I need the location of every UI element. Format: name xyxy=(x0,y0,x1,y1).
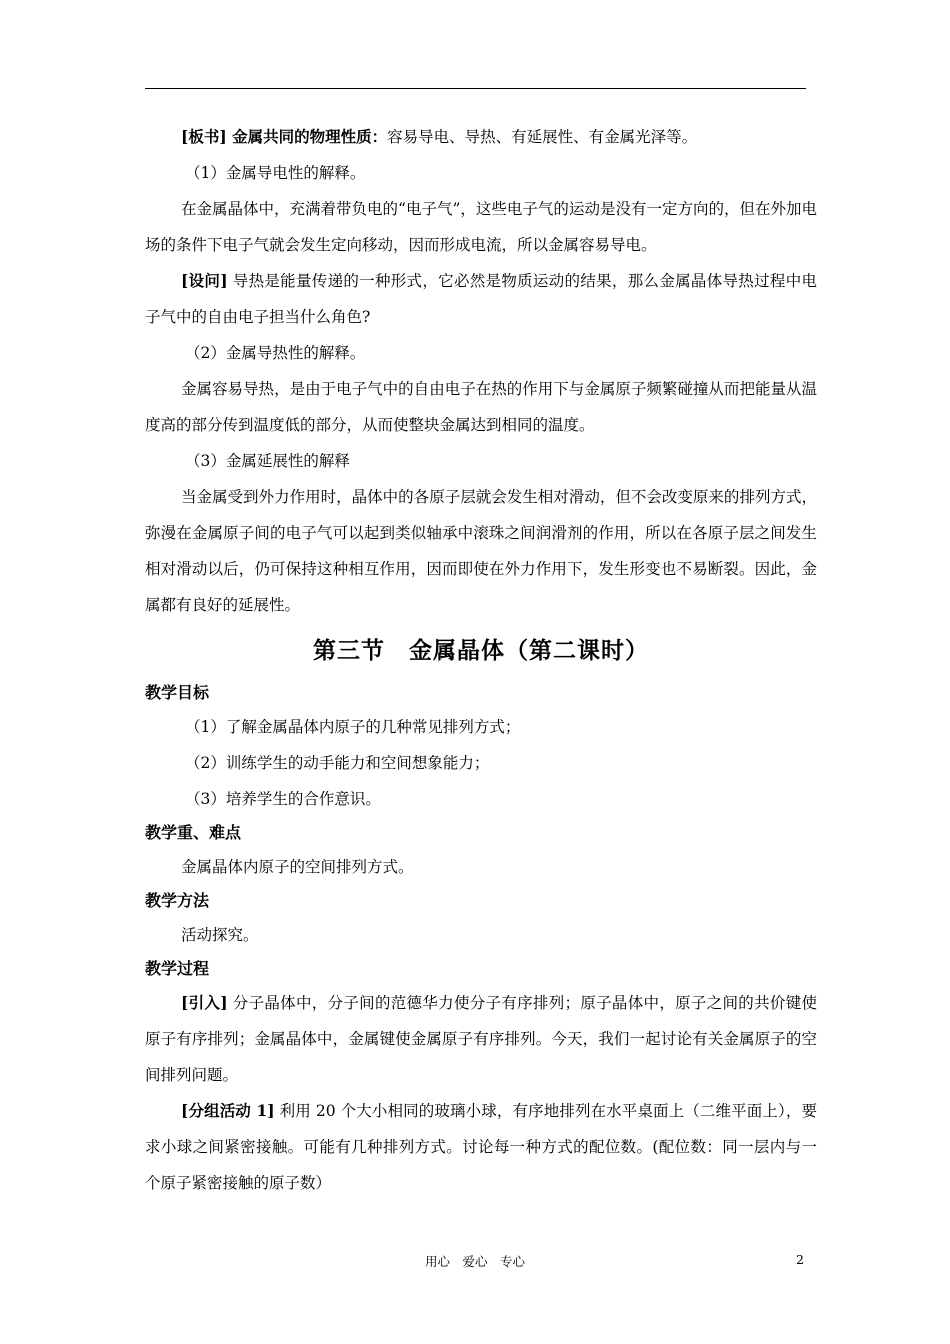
goal-item: （1）了解金属晶体内原子的几种常见排列方式； xyxy=(185,718,521,736)
keypoints-heading: 教学重、难点 xyxy=(145,823,242,842)
conductivity-heading: （1）金属导电性的解释。 xyxy=(185,164,366,182)
method-text: 活动探究。 xyxy=(181,926,259,944)
question-paragraph: [设问] 导热是能量传递的一种形式，它必然是物质运动的结果，那么金属晶体导热过程中电子气中的自由电子担当什么角色? xyxy=(145,271,817,326)
activity-paragraph: [分组活动 1] 利用 20 个大小相同的玻璃小球，有序地排列在水平桌面上（二维平面上），要求小球之间紧密接触。可能有几种排列方式。讨论每一种方式的配位数。(配位数：同一层内与一个原子紧密接触的原子数） xyxy=(145,1101,817,1192)
goal-item: （2）训练学生的动手能力和空间想象能力； xyxy=(185,754,490,772)
conductivity-paragraph: 在金属晶体中，充满着带负电的“电子气”，这些电子气的运动是没有一定方向的，但在外加电场的条件下电子气就会发生定向移动，因而形成电流，所以金属容易导电。 xyxy=(145,200,817,254)
intro-label: [引入] xyxy=(181,993,228,1012)
footer-motto: 用心 爱心 专心 xyxy=(424,1254,525,1269)
method-heading: 教学方法 xyxy=(145,891,210,910)
section-title: 第三节 金属晶体（第二课时） xyxy=(313,638,649,664)
goal-item: （3）培养学生的合作意识。 xyxy=(185,790,381,808)
ductility-paragraph: 当金属受到外力作用时，晶体中的各原子层就会发生相对滑动，但不会改变原来的排列方式，弥漫在金属原子间的电子气可以起到类似轴承中滚珠之间润滑剂的作用，所以在各原子层之间发生相对滑动以后，仍可保持这种相互作用，因而即使在外力作用下，发生形变也不易断裂。因此，金属都有良好的延展性。 xyxy=(145,488,817,614)
goals-heading: 教学目标 xyxy=(145,683,210,702)
thermal-paragraph: 金属容易导热，是由于电子气中的自由电子在热的作用下与金属原子频繁碰撞从而把能量从温度高的部分传到温度低的部分，从而使整块金属达到相同的温度。 xyxy=(145,380,817,434)
keypoints-text: 金属晶体内原子的空间排列方式。 xyxy=(181,858,414,876)
header-rule xyxy=(145,88,806,89)
blackboard-label: [板书] 金属共同的物理性质： xyxy=(181,127,388,146)
page-number: 2 xyxy=(796,1252,804,1267)
ductility-heading: （3）金属延展性的解释 xyxy=(185,452,350,470)
thermal-heading: （2）金属导热性的解释。 xyxy=(185,344,366,362)
document-body xyxy=(145,119,817,1201)
process-heading: 教学过程 xyxy=(145,959,210,978)
activity-label: [分组活动 1] xyxy=(181,1101,275,1120)
blackboard-paragraph: [板书] 金属共同的物理性质：容易导电、导热、有延展性、有金属光泽等。 xyxy=(181,127,698,146)
question-label: [设问] xyxy=(181,271,228,290)
intro-paragraph: [引入] 分子晶体中，分子间的范德华力使分子有序排列；原子晶体中，原子之间的共价键使原子有序排列；金属晶体中，金属键使金属原子有序排列。今天，我们一起讨论有关金属原子的空间排列问题。 xyxy=(145,993,817,1084)
